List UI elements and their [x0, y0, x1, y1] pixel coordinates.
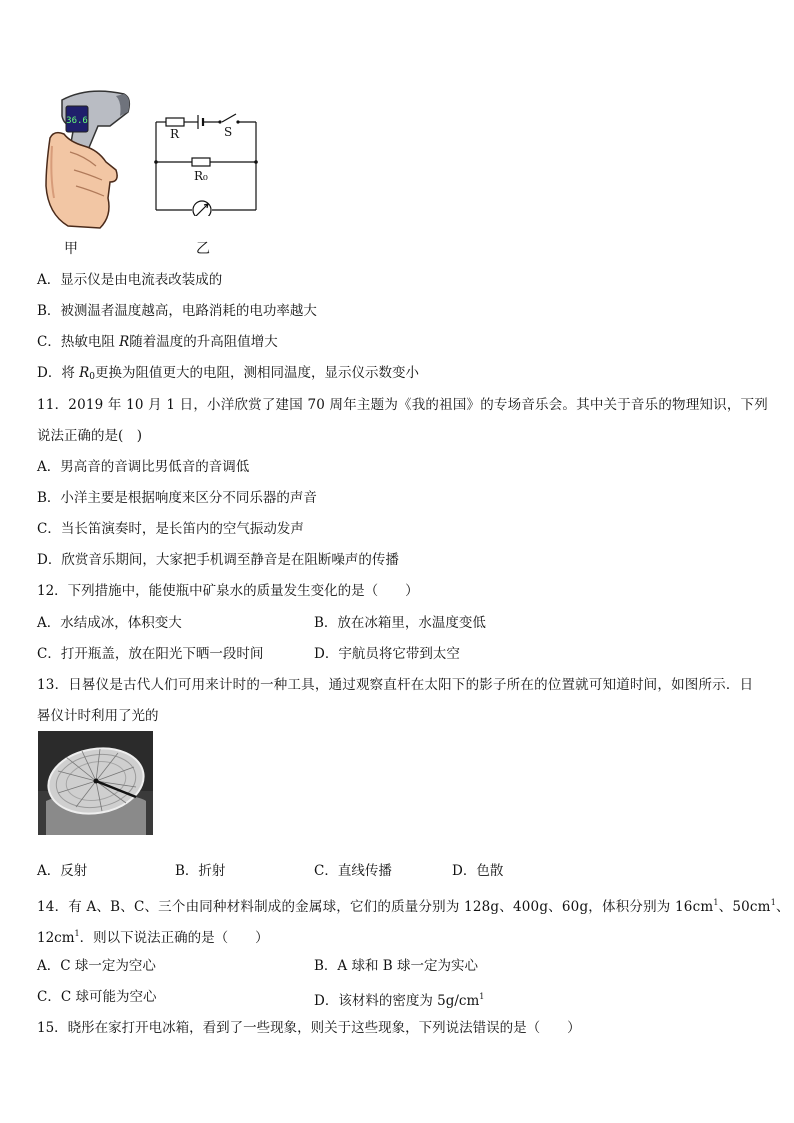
q12-option-a: A．水结成冰，体积变大	[37, 615, 182, 631]
q11-stem-line2: 说法正确的是( )	[37, 428, 143, 444]
q10-option-d-sub: 0	[89, 372, 96, 382]
q10-option-c-post: 随着温度的升高阻值增大	[129, 334, 278, 350]
q14-option-c: C．C 球可能为空心	[37, 989, 157, 1005]
q10-option-d-pre: D．将	[37, 365, 80, 381]
q14-sup-3: 1	[74, 929, 80, 938]
q14-stem-part2: 、50cm	[718, 899, 771, 915]
q12-stem: 12．下列措施中，能使瓶中矿泉水的质量发生变化的是（ ）	[37, 583, 419, 599]
q14-option-d-text: D．该材料的密度为 5g/cm	[314, 993, 480, 1009]
q15-stem: 15．晓彤在家打开电冰箱，看到了一些现象，则关于这些现象，下列说法错误的是（ ）	[37, 1020, 581, 1036]
q14-stem-part3: 、	[775, 899, 790, 915]
q10-option-a: A．显示仪是由电流表改装成的	[37, 272, 223, 288]
q10-option-d-post: 更换为阻值更大的电阻，测相同温度，显示仪示数变小	[95, 365, 420, 381]
q13-stem-line1: 13．日晷仪是古代人们可用来计时的一种工具，通过观察直杆在太阳下的影子所在的位置就可知道时间，如图所示．日	[37, 677, 754, 693]
q13-option-c: C．直线传播	[314, 863, 392, 879]
q14-sup-4: 1	[479, 992, 485, 1001]
q14-stem-part1: 14．有 A、B、C、三个由同种材料制成的金属球，它们的质量分别为 128g、400g、60g，体积分别为 16cm	[37, 899, 714, 915]
q14-stem-line1	[37, 894, 790, 916]
q12-option-c: C．打开瓶盖，放在阳光下晒一段时间	[37, 646, 264, 662]
q10-option-d-var: R	[79, 365, 90, 381]
q13-option-b: B．折射	[175, 863, 226, 879]
q11-stem-line1: 11．2019 年 10 月 1 日，小洋欣赏了建国 70 周年主题为《我的祖国》的专场音乐会。其中关于音乐的物理知识，下列	[37, 397, 768, 413]
q10-option-c-pre: C．热敏电阻	[37, 334, 120, 350]
q11-option-b: B．小洋主要是根据响度来区分不同乐器的声音	[37, 490, 317, 506]
q13-option-d: D．色散	[452, 863, 504, 879]
q10-option-c	[37, 333, 278, 351]
q14-stem-part5: ．则以下说法正确的是（ ）	[79, 930, 269, 946]
figure-caption-jia: 甲	[64, 241, 78, 257]
q10-option-b: B．被测温者温度越高，电路消耗的电功率越大	[37, 303, 317, 319]
q14-option-a: A．C 球一定为空心	[37, 958, 156, 974]
q11-option-a: A．男高音的音调比男低音的音调低	[37, 459, 250, 475]
circuit-diagram	[150, 108, 262, 216]
q11-option-c: C．当长笛演奏时，是长笛内的空气振动发声	[37, 521, 304, 537]
circuit-label-r: R	[170, 127, 180, 141]
q14-stem-line2	[37, 925, 269, 947]
q14-option-b: B．A 球和 B 球一定为实心	[314, 958, 478, 974]
sundial-photo	[38, 731, 153, 835]
q14-option-d	[314, 988, 484, 1010]
q11-option-d: D．欣赏音乐期间，大家把手机调至静音是在阻断噪声的传播	[37, 552, 399, 568]
q13-option-a: A．反射	[37, 863, 88, 879]
q14-sup-1: 1	[713, 898, 719, 907]
gun-display-readout: 36.6	[66, 116, 88, 126]
q14-sup-2: 1	[770, 898, 776, 907]
circuit-label-r0: R₀	[194, 169, 208, 183]
q14-stem-part4: 12cm	[37, 930, 75, 946]
q13-stem-line2: 晷仪计时利用了光的	[37, 708, 159, 724]
figure-caption-yi: 乙	[196, 241, 210, 257]
circuit-label-s: S	[224, 125, 233, 139]
q12-option-b: B．放在冰箱里，水温度变低	[314, 615, 486, 631]
thermometer-gun-figure	[40, 86, 140, 232]
q10-option-c-var: R	[119, 334, 130, 350]
q12-option-d: D．宇航员将它带到太空	[314, 646, 460, 662]
q10-option-d	[37, 364, 419, 386]
